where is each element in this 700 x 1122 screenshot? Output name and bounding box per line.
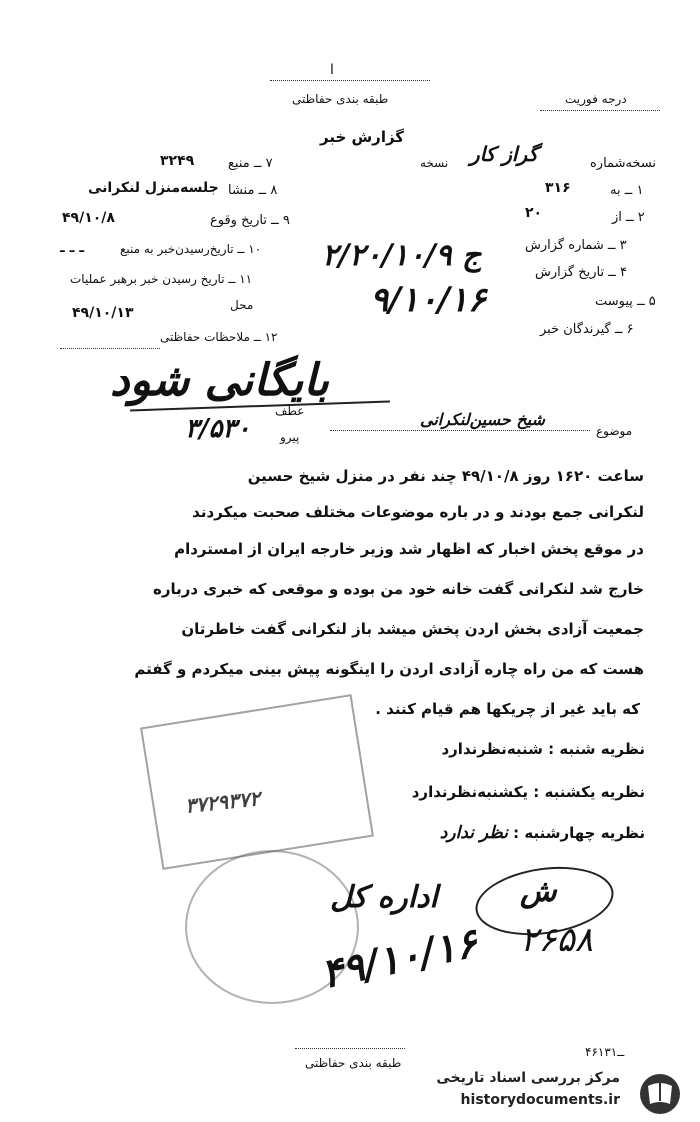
report-title: گزارش خبر xyxy=(320,128,405,146)
signature-2: اداره کل xyxy=(330,880,438,915)
opinion-wednesday-value: نظر ندارد xyxy=(439,823,508,843)
right-field-copy-label: نسخه‌شماره xyxy=(590,156,657,171)
atf-number: ۳/۵۳۰ xyxy=(185,414,251,444)
archive-instruction: بایگانی شود xyxy=(110,355,330,406)
bottom-classification-line xyxy=(295,1048,405,1049)
brand-site: historydocuments.ir xyxy=(460,1092,620,1108)
body-line-3: در موقع پخش اخبار که اظهار شد وزیر خارجه ایران از امستردام xyxy=(174,540,644,558)
opinion-saturday xyxy=(320,740,645,758)
top-mark: ا xyxy=(330,62,334,78)
left-field-9-value: ۴۹/۱۰/۸ xyxy=(62,210,115,226)
signature-1: ش xyxy=(520,874,557,909)
faded-stamp-box xyxy=(140,694,374,870)
right-field-4-label: ۴ ــ تاریخ گزارش xyxy=(535,265,627,280)
handwritten-report-date: ۹/۱۰/۱۶ xyxy=(370,280,487,320)
body-line-2: لنکرانی جمع بودند و در باره موضوعات مختلف صحبت میکردند xyxy=(192,503,644,521)
brand-watermark xyxy=(0,1066,700,1122)
opinion-sunday-label: نظریه یکشنبه : xyxy=(533,783,645,801)
left-field-place-value: ۴۹/۱۰/۱۳ xyxy=(72,305,134,321)
left-field-10-label: ۱۰ ــ تاریخ‌رسیدن‌خبر به منبع xyxy=(120,242,262,256)
left-field-12-label: ۱۲ ــ ملاحظات حفاظتی xyxy=(160,330,278,344)
opinion-sunday-value: یکشنبه‌نظرندارد xyxy=(411,783,529,801)
body-line-6: هست که من راه چاره آزادی اردن را اینگونه پیش بینی میکردم و گفتم xyxy=(134,660,644,678)
opinion-wednesday xyxy=(310,823,645,843)
stamp-text: ۳۷۲۹۳۷۲ xyxy=(183,786,262,818)
handwritten-report-number: ۲/۲۰/۱۰/۹ ج xyxy=(322,238,482,273)
right-field-2-value: ۲۰ xyxy=(525,205,543,221)
right-field-1-value: ۳۱۶ xyxy=(545,180,571,196)
subject-value: شیخ حسین‌لنکرانی xyxy=(420,410,545,429)
left-field-8-label: ۸ ــ منشا xyxy=(228,183,278,198)
right-field-6-label: ۶ ــ گیرندگان خبر xyxy=(540,322,634,337)
left-field-9-label: ۹ ــ تاریخ وقوع xyxy=(210,213,290,228)
pero-label: پیرو xyxy=(280,430,300,444)
left-field-place-label: محل xyxy=(230,298,254,312)
brand-logo-icon xyxy=(636,1072,684,1116)
classification-top: طبقه بندی حفاظتی xyxy=(292,92,389,106)
subject-line xyxy=(330,430,590,431)
opinion-saturday-label: نظریه شنبه : xyxy=(548,740,645,758)
left-field-7-value: ۳۲۴۹ xyxy=(160,153,195,169)
right-field-copy-suffix: نسخه xyxy=(420,156,449,170)
body-line-5: جمعیت آزادی بخش اردن پخش میشد باز لنکرانی گفت خاطرتان xyxy=(181,620,644,638)
left-field-10-value: ـ ـ ـ xyxy=(60,240,85,256)
priority-label: درجه فوریت xyxy=(565,92,627,106)
classification-bottom: طبقه بندی حفاظتی xyxy=(305,1056,402,1070)
left-field-12-line xyxy=(60,348,160,349)
margin-number: ۲۶۵۸ xyxy=(520,920,594,960)
subject-label: موضوع xyxy=(596,424,633,438)
body-line-4: خارج شد لنکرانی گفت خانه خود من بوده و موقعی که خبری درباره xyxy=(153,580,644,598)
opinion-sunday xyxy=(280,783,645,801)
priority-line xyxy=(540,110,660,111)
stamp-date: ۴۹/۱۰/۱۶ xyxy=(316,919,482,998)
body-line-1: ساعت ۱۶۲۰ روز ۴۹/۱۰/۸ چند نفر در منزل شیخ حسین xyxy=(247,467,644,485)
right-field-2-label: ۲ ــ از xyxy=(612,210,645,225)
left-field-8-value: جلسه‌منزل لنکرانی xyxy=(88,180,219,196)
left-field-11-label: ۱۱ ــ تاریخ رسیدن خبر برهبر عملیات xyxy=(70,272,253,286)
brand-name: مرکز بررسی اسناد تاریخی xyxy=(436,1070,620,1086)
body-line-7: که باید غیر از چریکها هم قیام کنند . xyxy=(375,700,640,718)
opinion-wednesday-label: نظریه چهارشنبه : xyxy=(513,824,645,842)
right-field-5-label: ۵ ــ پیوست xyxy=(595,294,656,309)
top-classification-line xyxy=(270,80,430,81)
right-field-3-label: ۳ ــ شماره گزارش xyxy=(525,238,627,253)
right-field-1-label: ۱ ــ به xyxy=(610,183,644,198)
handwritten-copy-note: گراز کار xyxy=(470,142,539,166)
page-code: ۴۶ــ۱۳۱ xyxy=(585,1045,625,1059)
atf-label: عطف xyxy=(275,404,305,418)
left-field-7-label: ۷ ــ منبع xyxy=(228,156,273,171)
opinion-saturday-value: شنبه‌نظرندارد xyxy=(441,740,543,758)
